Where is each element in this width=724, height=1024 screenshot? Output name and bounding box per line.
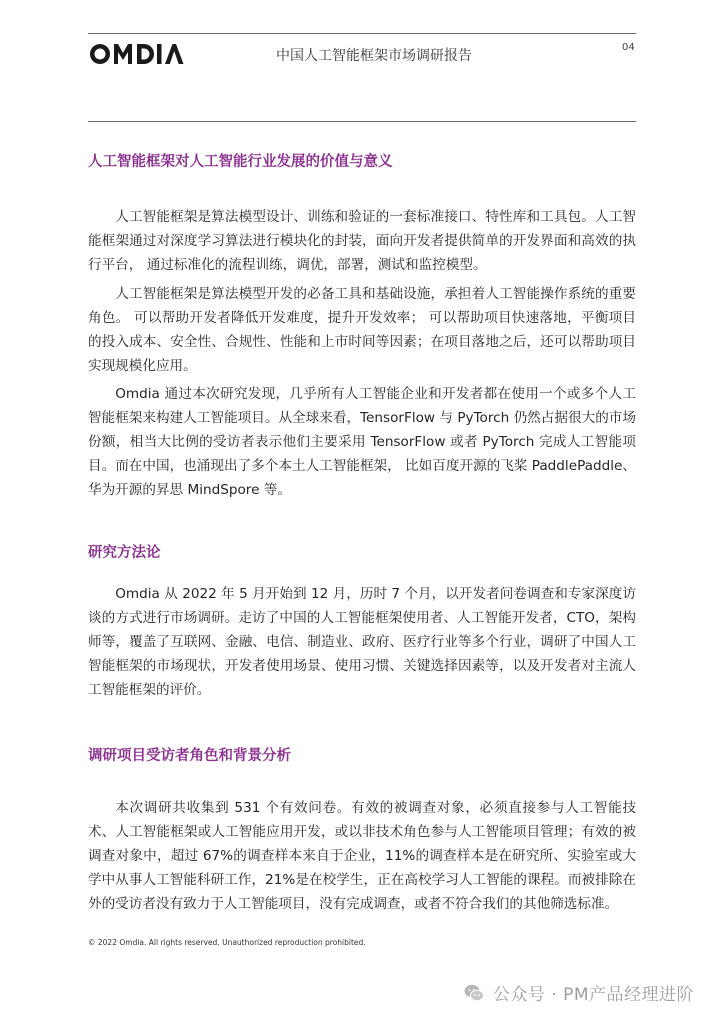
wechat-icon	[463, 982, 485, 1004]
header-divider	[88, 121, 636, 122]
top-rule	[88, 33, 636, 34]
page-number: 04	[622, 42, 635, 53]
paragraph: 本次调研共收集到 531 个有效问卷。有效的被调查对象，必须直接参与人工智能技术、人工智能框架或人工智能应用开发，或以非技术角色参与人工智能项目管理；有效的被调查对象中，超过 67%的调查样本来自于企业，11%的调查样本是在研究所、实验室或大学中从事人工智能科研工作，21%是在校学生，正在高校学习人工智能的课程。而被排除在外的受访者没有致力于人工智能项目，没有完成调查，或者不符合我们的其他筛选标准。	[88, 800, 636, 912]
section-heading-methodology: 研究方法论	[88, 545, 161, 561]
copyright-notice: © 2022 Omdia. All rights reserved. Unauthorized reproduction prohibited.	[88, 938, 366, 947]
section-heading-value: 人工智能框架对人工智能行业发展的价值与意义	[88, 154, 393, 170]
document-title: 中国人工智能框架市场调研报告	[276, 48, 472, 64]
paragraph: 人工智能框架是算法模型开发的必备工具和基础设施，承担着人工智能操作系统的重要角色。 可以帮助开发者降低开发难度，提升开发效率； 可以帮助项目快速落地，平衡项目的投入成本、安全性、合规性、性能和上市时间等因素；在项目落地之后，还可以帮助项目实现规模化应用。	[88, 286, 636, 374]
wechat-watermark	[463, 980, 694, 1005]
paragraph: 人工智能框架是算法模型设计、训练和验证的一套标准接口、特性库和工具包。人工智能框架通过对深度学习算法进行模块化的封装，面向开发者提供简单的开发界面和高效的执行平台， 通过标准化的流程训练，调优，部署，测试和监控模型。	[88, 209, 636, 273]
watermark-text: 公众号 · PM产品经理进阶	[492, 985, 694, 1005]
section-heading-respondents: 调研项目受访者角色和背景分析	[88, 748, 291, 764]
paragraph: Omdia 通过本次研究发现，几乎所有人工智能企业和开发者都在使用一个或多个人工智能框架来构建人工智能项目。从全球来看，TensorFlow 与 PyTorch 仍然占据很大的市场份额，相当大比例的受访者表示他们主要采用 TensorFlow 或者 PyTorch 完成人工智能项目。而在中国，也涌现出了多个本土人工智能框架， 比如百度开源的飞桨 PaddlePaddle、华为开源的昇思 MindSpore 等。	[88, 386, 636, 498]
paragraph: Omdia 从 2022 年 5 月开始到 12 月，历时 7 个月，以开发者问卷调查和专家深度访谈的方式进行市场调研。走访了中国的人工智能框架使用者、人工智能开发者，CTO，架构师等，覆盖了互联网、金融、电信、制造业、政府、医疗行业等多个行业，调研了中国人工智能框架的市场现状，开发者使用场景、使用习惯、关键选择因素等，以及开发者对主流人工智能框架的评价。	[88, 586, 636, 698]
omdia-logo	[88, 41, 184, 67]
